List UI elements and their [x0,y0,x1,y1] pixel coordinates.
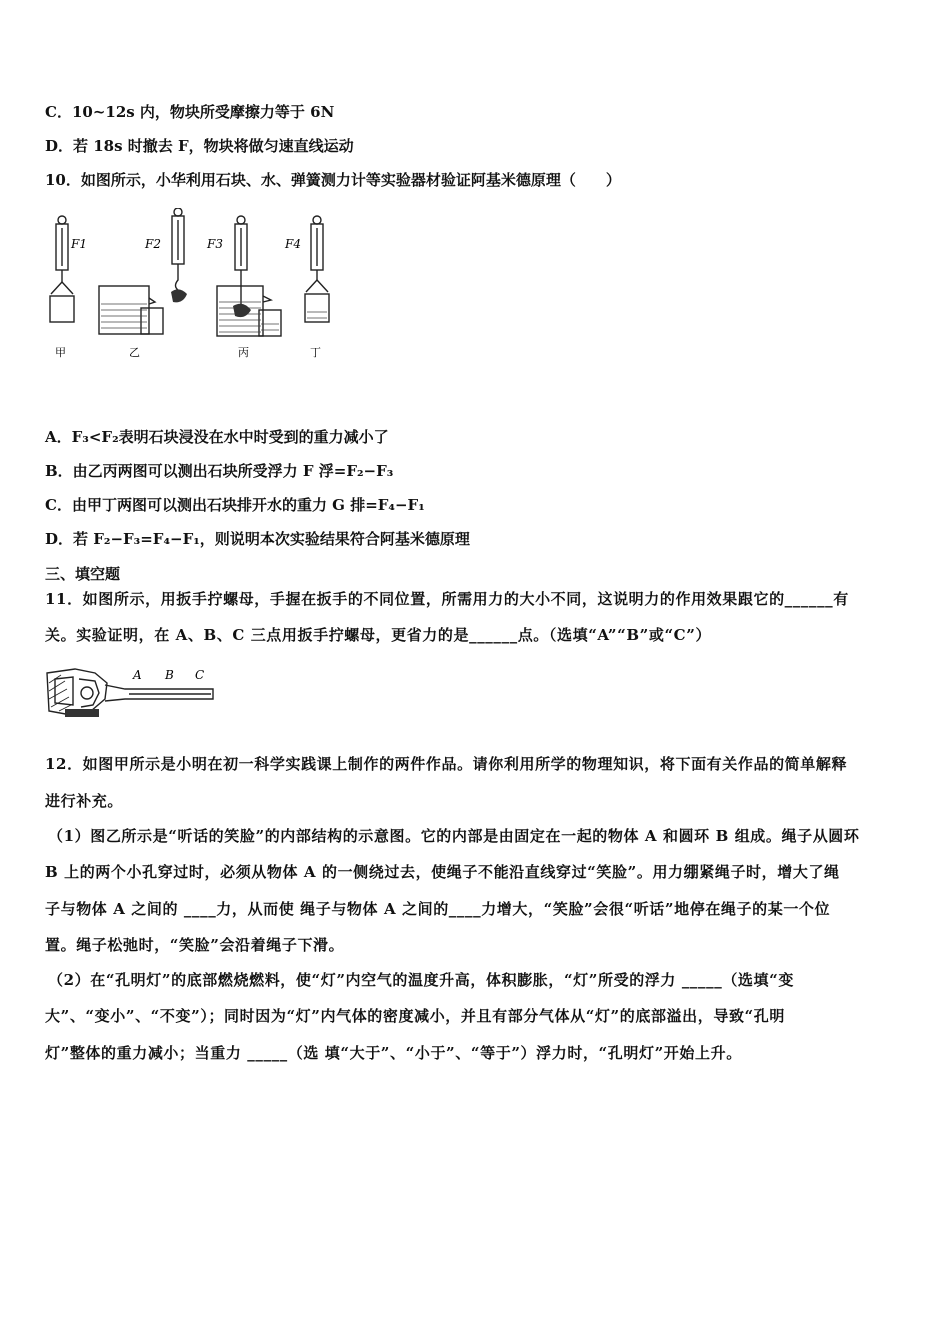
archimedes-experiment-figure [45,208,345,364]
q12-part1-line-1: （1）图乙所示是“听话的笑脸”的内部结构的示意图。它的内部是由固定在一起的物体 A 和圆环 B 组成。绳子从圆环 [48,827,860,845]
q12-part2-line-1: （2）在“孔明灯”的底部燃烧燃料，使“灯”内空气的温度升高，体积膨胀，“灯”所受的浮力 _____（选填“变 [48,971,794,989]
q10-option-c: C．由甲丁两图可以测出石块排开水的重力 G 排=F₄−F₁ [45,496,425,514]
q11-line-2: 关。实验证明，在 A、B、C 三点用扳手拧螺母，更省力的是______点。（选填“A”“B”或“C”） [45,626,712,644]
caption-yi: 乙 [129,346,140,359]
point-b: B [165,668,174,682]
q12-part1-line-2: B 上的两个小孔穿过时，必须从物体 A 的一侧绕过去，使绳子不能沿直线穿过“笑脸”。用力绷紧绳子时，增大了绳 [45,863,840,881]
q11-line-1: 11．如图所示，用扳手拧螺母，手握在扳手的不同位置，所需用力的大小不同，这说明力的作用效果跟它的______有 [45,590,849,608]
q12-part2-line-3: 灯”整体的重力减小；当重力 _____（选 填“大于”、“小于”、“等于”）浮力时，“孔明灯”开始上升。 [45,1044,742,1062]
q10-option-a: A．F₃<F₂表明石块浸没在水中时受到的重力减小了 [45,428,389,446]
section-heading: 三、填空题 [45,565,121,583]
q12-part1-line-4: 置。绳子松弛时，“笑脸”会沿着绳子下滑。 [45,936,345,954]
q10-stem: 10．如图所示，小华利用石块、水、弹簧测力计等实验器材验证阿基米德原理（ ） [45,171,621,189]
q12-part1-line-3: 子与物体 A 之间的 ____力，从而使 绳子与物体 A 之间的____力增大，“笑脸”会很“听话”地停在绳子的某一个位 [45,900,831,918]
caption-ding: 丁 [310,346,321,359]
q10-option-d: D．若 F₂−F₃=F₄−F₁，则说明本次实验结果符合阿基米德原理 [45,530,470,548]
label-f2: F2 [145,237,161,251]
point-a: A [133,668,142,682]
label-f1: F1 [71,237,87,251]
label-f4: F4 [285,237,301,251]
q12-line-1: 12．如图甲所示是小明在初一科学实践课上制作的两件作品。请你利用所学的物理知识，将下面有关作品的简单解释 [45,755,848,773]
q9-option-d: D．若 18s 时撤去 F，物块将做匀速直线运动 [45,137,354,155]
q12-part2-line-2: 大”、“变小”、“不变”）；同时因为“灯”内气体的密度减小，并且有部分气体从“灯”的底部溢出，导致“孔明 [45,1007,785,1025]
q9-option-c: C．10~12s 内，物块所受摩擦力等于 6N [45,103,335,121]
q10-option-b: B．由乙丙两图可以测出石块所受浮力 F 浮=F₂−F₃ [45,462,394,480]
label-f3: F3 [207,237,223,251]
q12-line-2: 进行补充。 [45,792,124,810]
wrench-figure [45,663,217,719]
caption-jia: 甲 [55,346,66,359]
caption-bing: 丙 [238,346,249,359]
point-c: C [195,668,205,682]
